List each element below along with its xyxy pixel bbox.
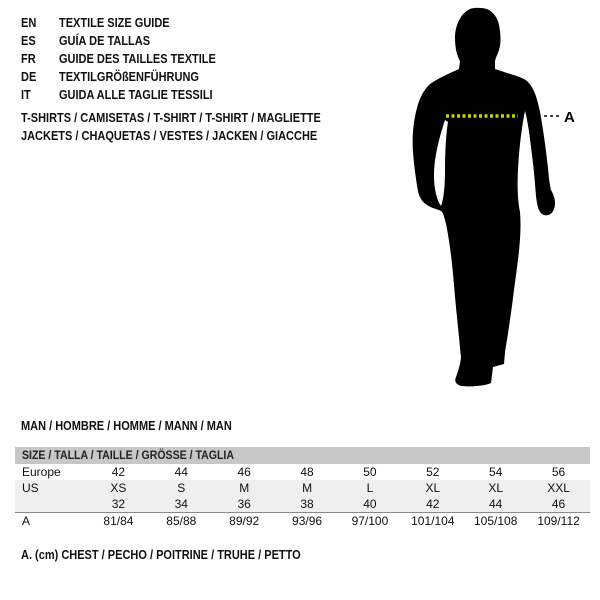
size-value: XL	[425, 481, 441, 495]
size-value: 89/92	[229, 514, 260, 528]
row-label	[15, 496, 87, 512]
size-value: 85/88	[166, 514, 197, 528]
size-value: L	[366, 481, 374, 495]
size-value: 54	[489, 465, 503, 479]
size-value: 32	[111, 497, 126, 511]
size-value: 56	[551, 465, 566, 479]
size-value: M	[302, 481, 313, 495]
language-title: TEXTILGRÖßENFÜHRUNG	[59, 70, 199, 84]
size-value: XS	[110, 481, 127, 495]
size-value: XXL	[547, 481, 570, 495]
row-label: A	[22, 514, 31, 528]
measure-label-a: A	[564, 109, 575, 126]
size-value: 44	[489, 497, 503, 511]
size-value: 34	[174, 497, 188, 511]
size-value: XL	[488, 481, 504, 495]
table-row-chest-cm	[15, 512, 590, 529]
language-title: GUIDA ALLE TAGLIE TESSILI	[59, 88, 213, 102]
size-value: 105/108	[473, 514, 518, 528]
size-value: 81/84	[103, 514, 134, 528]
figure-area	[400, 0, 600, 400]
size-value: 44	[174, 465, 188, 479]
man-silhouette-shape	[413, 8, 555, 386]
category-lines	[21, 109, 362, 145]
category-jackets: JACKETS / CHAQUETAS / VESTES / JACKEN / GIACCHE	[21, 129, 318, 143]
section-title	[21, 417, 261, 435]
measure-footnote	[21, 546, 339, 564]
size-table	[15, 447, 590, 529]
language-title: GUÍA DE TALLAS	[59, 34, 151, 48]
size-value: 50	[363, 465, 377, 479]
category-tshirts: T-SHIRTS / CAMISETAS / T-SHIRT / T-SHIRT / MAGLIETTE	[21, 111, 321, 125]
language-list	[21, 14, 237, 104]
size-value: 40	[363, 497, 377, 511]
size-value: 46	[237, 465, 251, 479]
size-value: M	[239, 481, 250, 495]
table-row-us	[15, 480, 590, 496]
size-value: 36	[237, 497, 251, 511]
language-row	[21, 14, 237, 32]
size-value: 109/112	[537, 514, 580, 528]
size-value: 38	[300, 497, 314, 511]
size-value: 97/100	[351, 514, 389, 528]
man-silhouette	[400, 0, 600, 400]
language-title: TEXTILE SIZE GUIDE	[59, 16, 170, 30]
language-code: IT	[21, 88, 31, 102]
size-value: 42	[111, 465, 126, 479]
language-code: FR	[21, 52, 36, 66]
size-value: 48	[300, 465, 314, 479]
size-value: 42	[426, 497, 440, 511]
table-row-europe	[15, 464, 590, 480]
section-title-text: MAN / HOMBRE / HOMME / MANN / MAN	[21, 419, 232, 433]
language-row	[21, 86, 237, 104]
measure-footnote-text: A. (cm) CHEST / PECHO / POITRINE / TRUHE / PETTO	[21, 548, 301, 562]
row-label: Europe	[22, 465, 61, 479]
language-code: EN	[21, 16, 37, 30]
size-value: S	[177, 481, 186, 495]
table-header	[15, 447, 590, 464]
size-value: 93/96	[292, 514, 323, 528]
language-title: GUIDE DES TAILLES TEXTILE	[59, 52, 216, 66]
language-row	[21, 32, 237, 50]
table-row-us-numeric	[15, 496, 590, 512]
language-code: DE	[21, 70, 37, 84]
size-value: 46	[551, 497, 566, 511]
size-value: 52	[426, 465, 440, 479]
table-header-text: SIZE / TALLA / TAILLE / GRÖSSE / TAGLIA	[22, 448, 234, 462]
row-label: US	[22, 481, 39, 495]
language-row	[21, 68, 237, 86]
language-code: ES	[21, 34, 36, 48]
language-row	[21, 50, 237, 68]
size-value: 101/104	[411, 514, 455, 528]
